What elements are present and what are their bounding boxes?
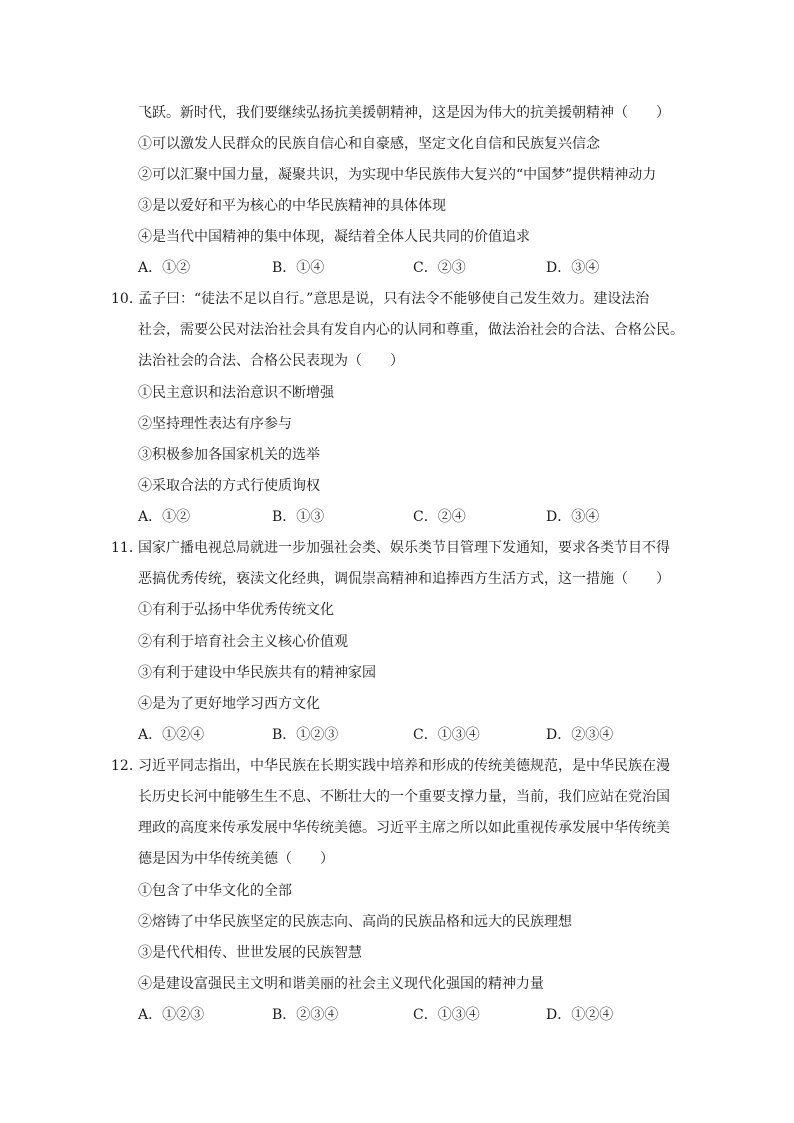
q10-choice-a: A．①② — [138, 509, 191, 525]
q12-choice-a: A．①②③ — [138, 1007, 205, 1023]
q11-option-4: ④是为了更好地学习西方文化 — [138, 696, 320, 712]
q10-option-3: ③积极参加各国家机关的选举 — [138, 447, 320, 463]
q12-stem-line-1: 习近平同志指出，中华民族在长期实践中培养和形成的传统美德规范，是中华民族在漫 — [138, 758, 670, 774]
q9-choice-c: C．②③ — [413, 260, 466, 276]
q11-choices — [138, 725, 658, 745]
q11-choice-c: C．①③④ — [413, 727, 480, 743]
q11-choice-d: D．②③④ — [546, 727, 614, 743]
q10-choices — [138, 507, 658, 527]
q11-option-3: ③有利于建设中华民族共有的精神家园 — [138, 665, 376, 681]
q12-choice-c: C．①③④ — [413, 1007, 480, 1023]
q11-choice-b: B．①②③ — [272, 727, 339, 743]
q9-choice-a: A．①② — [138, 260, 191, 276]
q12-choice-d: D．①②④ — [546, 1007, 614, 1023]
q9-option-2: ②可以汇聚中国力量，凝聚共识，为实现中华民族伟大复兴的“中国梦”提供精神动力 — [138, 167, 657, 183]
q11-option-1: ①有利于弘扬中华优秀传统文化 — [138, 602, 334, 618]
q9-option-1: ①可以激发人民群众的民族自信心和自豪感，坚定文化自信和民族复兴信念 — [138, 136, 600, 152]
q9-option-3: ③是以爱好和平为核心的中华民族精神的具体体现 — [138, 198, 446, 214]
q12-option-1: ①包含了中华文化的全部 — [138, 883, 292, 899]
q9-choices — [138, 258, 658, 278]
q12-choice-b: B．②③④ — [272, 1007, 339, 1023]
q10-number: 10． — [111, 291, 143, 307]
q12-choices — [138, 1005, 658, 1025]
q11-stem-line-2: 恶搞优秀传统，亵渎文化经典，调侃崇高精神和追捧西方生活方式，这一措施（ ） — [138, 571, 670, 587]
q11-choice-a: A．①②④ — [138, 727, 205, 743]
q12-number: 12． — [111, 758, 143, 774]
q10-stem-line-2: 社会，需要公民对法治社会具有发自内心的认同和尊重，做法治社会的合法、合格公民。 — [138, 322, 684, 338]
q12-option-2: ②熔铸了中华民族坚定的民族志向、高尚的民族品格和远大的民族理想 — [138, 914, 572, 930]
q10-option-1: ①民主意识和法治意识不断增强 — [138, 385, 334, 401]
q10-stem-line-1: 孟子曰：“徒法不足以自行。”意思是说，只有法令不能够使自己发生效力。建设法治 — [138, 291, 650, 307]
q12-option-4: ④是建设富强民主文明和谐美丽的社会主义现代化强国的精神力量 — [138, 976, 544, 992]
q9-option-4: ④是当代中国精神的集中体现，凝结着全体人民共同的价值追求 — [138, 229, 530, 245]
q12-option-3: ③是代代相传、世世发展的民族智慧 — [138, 945, 362, 961]
q11-stem-line-1: 国家广播电视总局就进一步加强社会类、娱乐类节目管理下发通知，要求各类节目不得 — [138, 540, 670, 556]
q10-option-4: ④采取合法的方式行使质询权 — [138, 478, 320, 494]
q11-number: 11． — [111, 540, 143, 556]
q9-stem-tail: 飞跃。新时代，我们要继续弘扬抗美援朝精神，这是因为伟大的抗美援朝精神（ ） — [138, 105, 670, 121]
q10-stem-line-3: 法治社会的合法、合格公民表现为（ ） — [138, 353, 404, 369]
q10-choice-c: C．②④ — [413, 509, 466, 525]
q10-choice-d: D．③④ — [546, 509, 600, 525]
q12-stem-line-2: 长历史长河中能够生生不息、不断壮大的一个重要支撑力量，当前，我们应站在党治国 — [138, 789, 670, 805]
q9-choice-d: D．③④ — [546, 260, 600, 276]
q9-choice-b: B．①④ — [272, 260, 325, 276]
q10-option-2: ②坚持理性表达有序参与 — [138, 416, 292, 432]
q12-stem-line-3: 理政的高度来传承发展中华传统美德。习近平主席之所以如此重视传承发展中华传统美 — [138, 820, 670, 836]
q10-choice-b: B．①③ — [272, 509, 325, 525]
q11-option-2: ②有利于培育社会主义核心价值观 — [138, 634, 348, 650]
q12-stem-line-4: 德是因为中华传统美德（ ） — [138, 851, 334, 867]
